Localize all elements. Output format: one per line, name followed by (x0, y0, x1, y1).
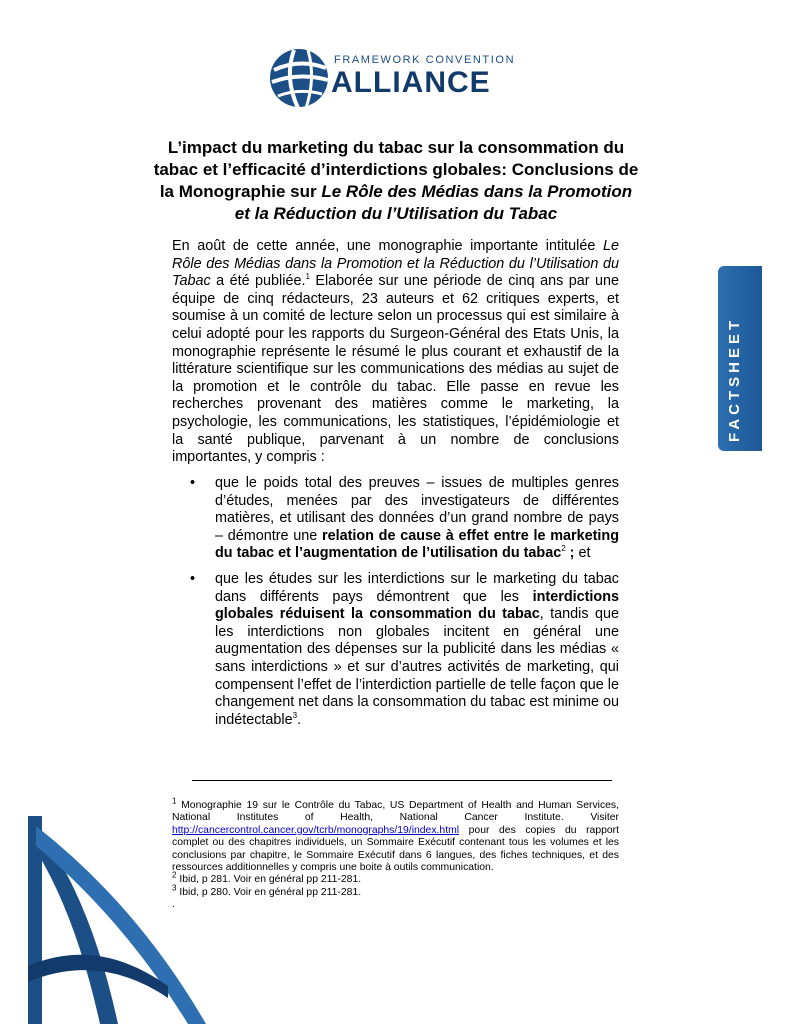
logo-top-text: FRAMEWORK CONVENTION (334, 54, 516, 66)
bullet-icon: • (190, 570, 196, 587)
conclusions-list (190, 475, 619, 737)
bullet2-text-3: . (297, 711, 302, 728)
logo-main-text: ALLIANCE (331, 66, 491, 99)
bullet1-text-1: que le poids total des preuves – issues de multiples genres d’études, menées par des investigateurs de différentes matières, et utilisant des données d’un grand nombre de pays – démontre une (215, 475, 619, 544)
bullet1-bold-2: ; (565, 545, 575, 562)
footnote-2 (172, 870, 619, 886)
decorative-a-graphic-icon (28, 816, 208, 1024)
intro-text-3: Elaborée sur une période de cinq ans par une équipe de cinq rédacteurs, 23 auteurs et 62 critiques experts, et soumise à un comité de lecture selon un processus qui est similaire à celui adopté pour les rapports du Surgeon-Général des Etats Unis, la monographie représente le résumé le plus courant et exhaustif de la littérature scientifique sur les communications des médias au sujet de la promotion et le contrôle du tabac. Elle passe en revue les recherches provenant des matières comme le marketing, la psychologie, les communications, les statistiques, l’épidémiologie et la santé publique, parvenant à un nombre de conclusions importantes, y compris : (172, 273, 620, 466)
footnotes (172, 796, 619, 912)
bullet1-bold: relation de cause à effet entre le marketing du tabac et l’augmentation de l’utilisation du tabac (215, 527, 619, 562)
footnote-2-text: Ibid, p 281. Voir en général pp 211-281. (176, 874, 362, 886)
intro-text-1: En août de cette année, une monographie importante intitulée (172, 238, 603, 254)
monograph-link[interactable]: http://cancercontrol.cancer.gov/tcrb/monographs/19/index.html (172, 824, 460, 836)
bullet2-text-1: que les études sur les interdictions sur le marketing du tabac dans différents pays démontrent que les (215, 570, 619, 605)
footnote-3-number: 3 (172, 883, 177, 893)
factsheet-tab-label: FACTSHEET (726, 316, 743, 442)
footnote-trailing-dot: . (172, 899, 175, 911)
bullet2-bold: interdictions globales réduisent la consommation du tabac (215, 588, 619, 623)
footnote-ref-1: 1 (305, 272, 310, 282)
footnote-1-number: 1 (172, 796, 177, 806)
title-text: L’impact du marketing du tabac sur la consommation du tabac et l’efficacité d’interdictions globales: Conclusions de la Monographie sur (153, 138, 639, 201)
page-title (150, 137, 642, 225)
intro-italic: Le Rôle des Médias dans la Promotion et la Réduction du l’Utilisation du Tabac (172, 238, 619, 290)
footnote-ref-2: 2 (561, 544, 566, 554)
title-italic: Le Rôle des Médias dans la Promotion et la Réduction du l’Utilisation du Tabac (234, 182, 633, 223)
list-item (190, 475, 619, 563)
intro-paragraph (172, 238, 619, 467)
bullet-icon: • (190, 475, 196, 491)
footnote-3-text: Ibid, p 280. Voir en général pp 211-281. (176, 886, 362, 898)
footnote-3 (172, 883, 619, 899)
bullet1-text-2: et (574, 545, 591, 562)
globe-icon (268, 46, 330, 110)
footnote-ref-3: 3 (292, 710, 298, 720)
logo (268, 44, 516, 114)
footnote-1 (172, 796, 619, 874)
bullet2-text-2: , tandis que les interdictions non globales incitent en général une augmentation des dépenses sur la publicité dans les médias « sans interdictions » et sur d’autres activités de marketing, qui compensent l’effet de l’interdiction partielle de telle façon que le changement net dans la consommation du tabac est minime ou indétectable (215, 606, 619, 728)
intro-text-2: a été publiée. (210, 273, 306, 290)
footnote-divider (192, 780, 612, 781)
footnote-1-text-b: pour des copies du rapport complet ou des chapitres individuels, un Sommaire Exécutif contenant tous les volumes et les conclusions par chapitre, le Sommaire Exécutif dans 6 langues, des fiches techniques, et des ressources additionnelles y compris une boite à outils communication. (172, 824, 619, 874)
list-item (190, 571, 619, 729)
footnote-1-text-a: Monographie 19 sur le Contrôle du Tabac, US Department of Health and Human Services, National Institutes of Health, National Cancer Institute. Visiter (172, 800, 619, 824)
footnote-2-number: 2 (172, 870, 177, 880)
